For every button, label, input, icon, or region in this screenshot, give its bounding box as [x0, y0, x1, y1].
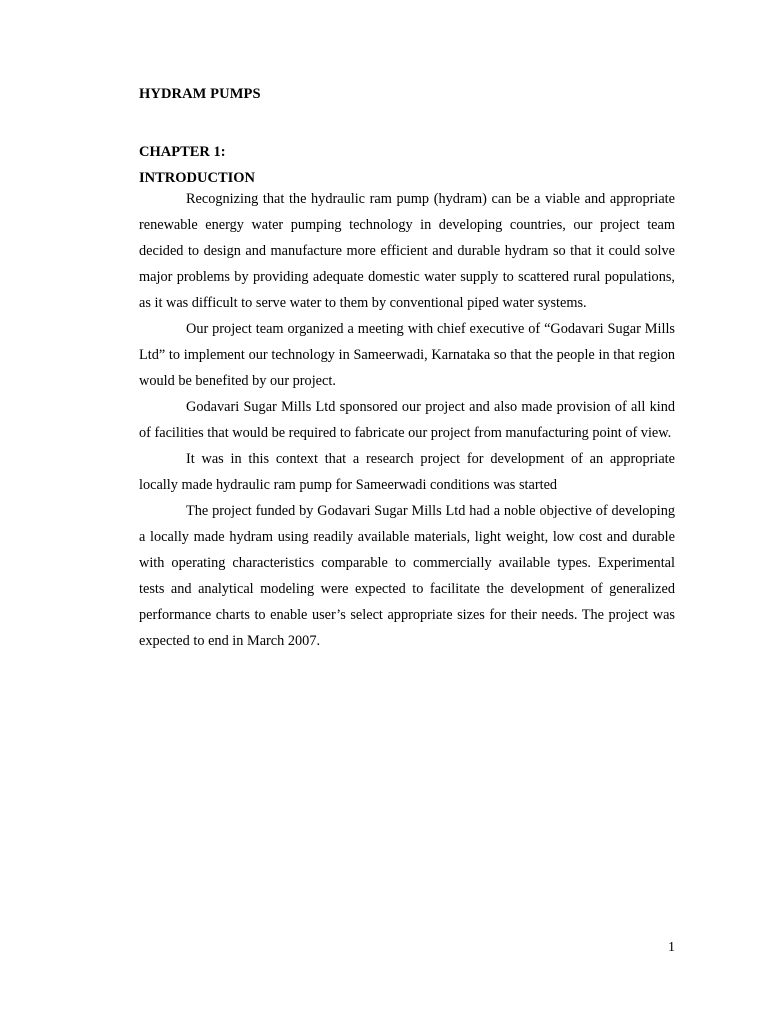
paragraph: The project funded by Godavari Sugar Mills Ltd had a noble objective of developing a locally made hydram using readily available materials, light weight, low cost and durable with operating characteristics comparable to commercially available types. Experimental tests and analytical modeling were expected to facilitate the development of generalized performance charts to enable user’s select appropriate sizes for their needs. The project was expected to end in March 2007.	[139, 503, 675, 649]
page-number: 1	[668, 940, 675, 955]
body-text	[139, 186, 675, 654]
chapter-heading	[139, 139, 255, 191]
section-title: INTRODUCTION	[139, 170, 256, 186]
paragraph: Recognizing that the hydraulic ram pump (hydram) can be a viable and appropriate renewable energy water pumping technology in developing countries, our project team decided to design and manufacture more efficient and durable hydram so that it could solve major problems by providing adequate domestic water supply to scattered rural populations, as it was difficult to serve water to them by conventional piped water systems.	[139, 191, 675, 311]
paragraph: Godavari Sugar Mills Ltd sponsored our project and also made provision of all kind of facilities that would be required to fabricate our project from manufacturing point of view.	[139, 399, 675, 441]
document-title: HYDRAM PUMPS	[139, 86, 261, 102]
paragraph: It was in this context that a research project for development of an appropriate locally made hydraulic ram pump for Sameerwadi conditions was started	[139, 451, 675, 493]
paragraph: Our project team organized a meeting with chief executive of “Godavari Sugar Mills Ltd” to implement our technology in Sameerwadi, Karnataka so that the people in that region would be benefited by our project.	[139, 321, 675, 389]
chapter-label: CHAPTER 1:	[139, 144, 226, 160]
